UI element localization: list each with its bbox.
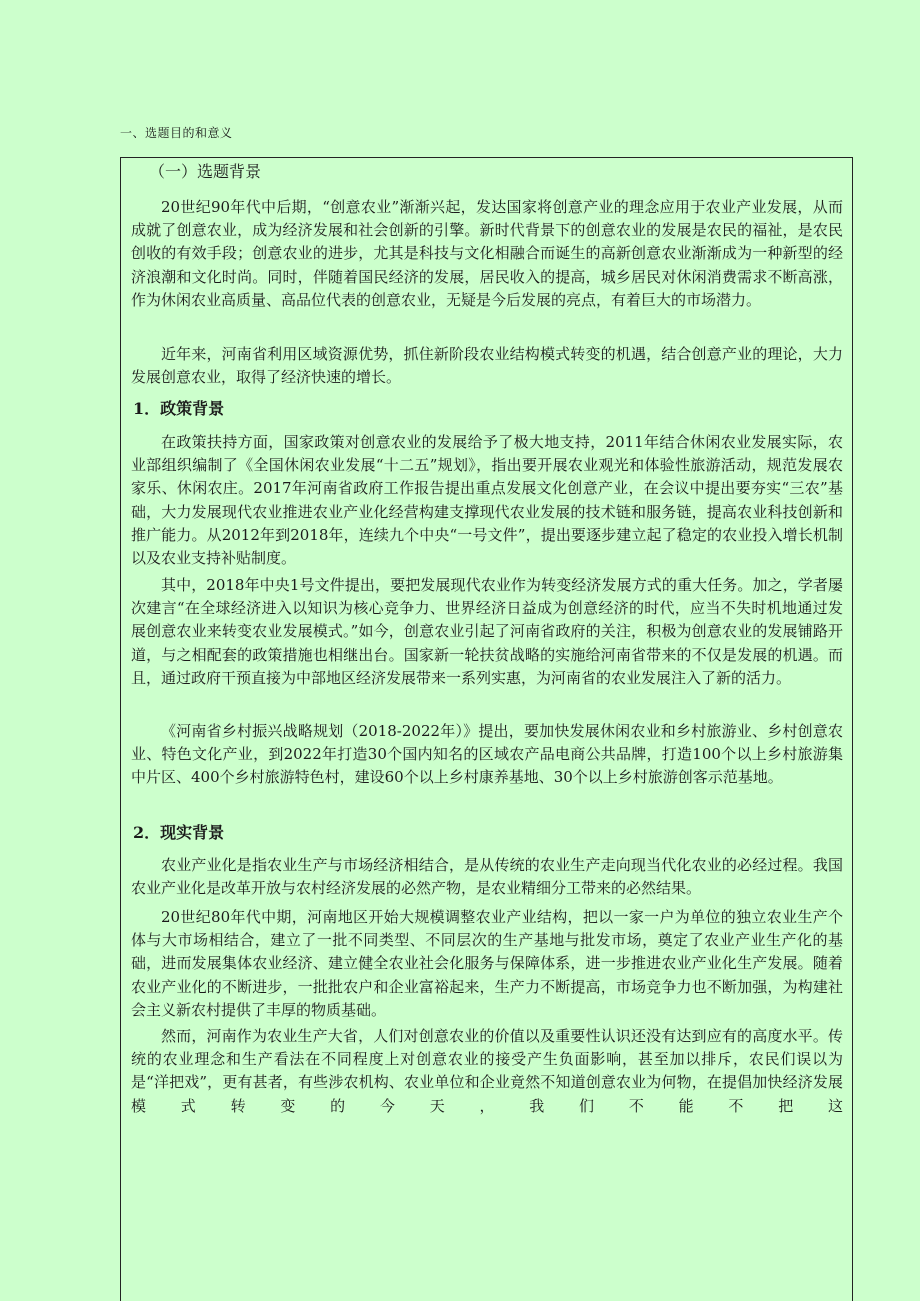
content-box (120, 157, 853, 1301)
reality-background-title: 2．现实背景 (133, 823, 225, 842)
paragraph-3: 在政策扶持方面，国家政策对创意农业的发展给予了极大地支持，2011年结合休闲农业发展实际，农业部组织编制了《全国休闲农业发展“十二五”规划》，指出要开展农业观光和体验性旅游活动，规范发展农家乐、休闲农庄。2017年河南省政府工作报告提出重点发展文化创意产业，在会议中提出要夯实“三农”基础，大力发展现代农业推进农业产业化经营构建支撑现代农业发展的技术链和服务链，提高农业科技创新和推广能力。从2012年到2018年，连续九个中央“一号文件”，提出要逐步建立起了稳定的农业投入增长机制以及农业支持补贴制度。 (131, 433, 843, 568)
section-heading: 一、选题目的和意义 (120, 126, 233, 140)
paragraph-2: 近年来，河南省利用区域资源优势，抓住新阶段农业结构模式转变的机遇，结合创意产业的理论，大力发展创意农业，取得了经济快速的增长。 (131, 345, 843, 387)
paragraph-6: 农业产业化是指农业生产与市场经济相结合，是从传统的农业生产走向现当代化农业的必经过程。我国农业产业化是改革开放与农村经济发展的必然产物，是农业精细分工带来的必然结果。 (131, 856, 843, 898)
paragraph-4: 其中，2018年中央1号文件提出，要把发展现代农业作为转变经济发展方式的重大任务。加之，学者屡次建言“在全球经济进入以知识为核心竞争力、世界经济日益成为创意经济的时代，应当不失时机地通过发展创意农业来转变农业发展模式。”如今，创意农业引起了河南省政府的关注，积极为创意农业的发展铺路开道，与之相配套的政策措施也相继出台。国家新一轮扶贫战略的实施给河南省带来的不仅是发展的机遇。而且，通过政府干预直接为中部地区经济发展带来一系列实惠，为河南省的农业发展注入了新的活力。 (131, 576, 843, 687)
paragraph-5: 《河南省乡村振兴战略规划（2018-2022年）》提出，要加快发展休闲农业和乡村旅游业、乡村创意农业、特色文化产业，到2022年打造30个国内知名的区域农产品电商公共品牌，打造100个以上乡村旅游集中片区、400个乡村旅游特色村，建设60个以上乡村康养基地、30个以上乡村旅游创客示范基地。 (131, 722, 843, 787)
paragraph-1: 20世纪90年代中后期，“创意农业”渐渐兴起，发达国家将创意产业的理念应用于农业产业发展，从而成就了创意农业，成为经济发展和社会创新的引擎。新时代背景下的创意农业的发展是农民的福祉，是农民创收的有效手段；创意农业的进步，尤其是科技与文化相融合而诞生的高新创意农业渐渐成为一种新型的经济浪潮和文化时尚。同时，伴随着国民经济的发展，居民收入的提高，城乡居民对休闲消费需求不断高涨，作为休闲农业高质量、高品位代表的创意农业，无疑是今后发展的亮点，有着巨大的市场潜力。 (131, 198, 843, 309)
background-title: （一）选题背景 (149, 162, 262, 181)
paragraph-7: 20世纪80年代中期，河南地区开始大规模调整农业产业结构，把以一家一户为单位的独立农业生产个体与大市场相结合，建立了一批不同类型、不同层次的生产基地与批发市场，奠定了农业产业生产化的基础，进而发展集体农业经济、建立健全农业社会化服务与保障体系，进一步推进农业产业化生产发展。随着农业产业化的不断进步，一批批农户和企业富裕起来，生产力不断提高，市场竞争力也不断加强，为构建社会主义新农村提供了丰厚的物质基础。 (131, 908, 843, 1019)
policy-background-title: 1．政策背景 (133, 399, 225, 418)
paragraph-8: 然而，河南作为农业生产大省，人们对创意农业的价值以及重要性认识还没有达到应有的高度水平。传统的农业理念和生产看法在不同程度上对创意农业的接受产生负面影响，甚至加以排斥，农民们误以为是“洋把戏”，更有甚者，有些涉农机构、农业单位和企业竟然不知道创意农业为何物，在提倡加快经济发展模式转变的今天，我们不能不把这 (131, 1027, 843, 1115)
